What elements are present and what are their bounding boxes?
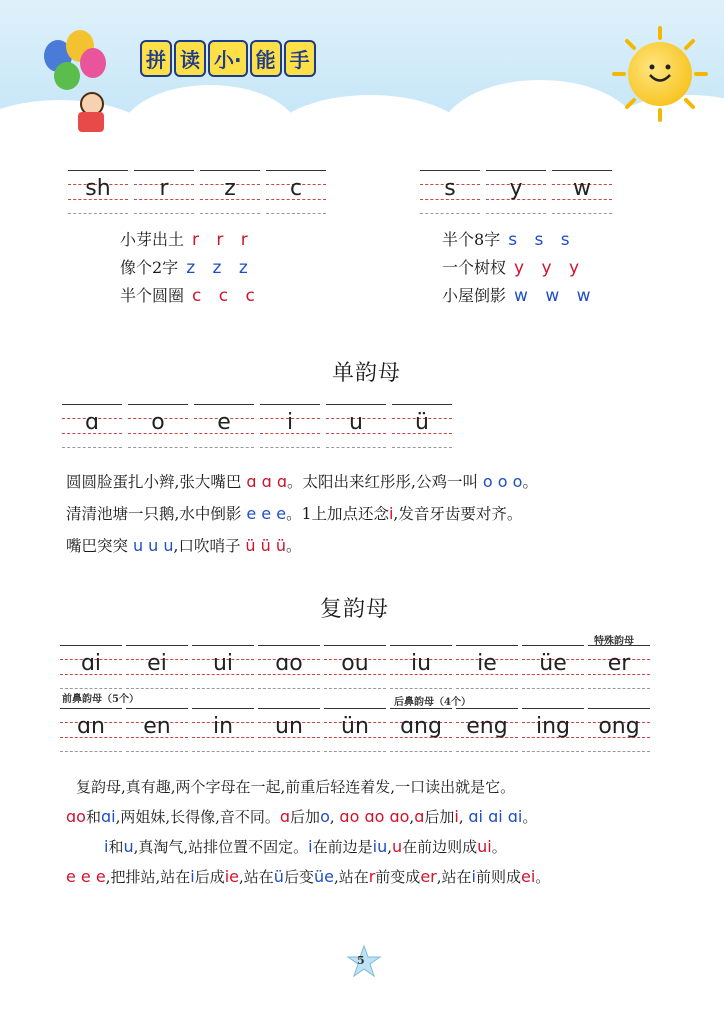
rhyme-line: 嘴巴突突 u u u,口吹哨子 ü ü ü。 (66, 536, 302, 555)
mnemonic-row: 小芽出土 r r r (120, 230, 254, 250)
rhyme-line: 圆圆脸蛋扎小辫,张大嘴巴 ɑ ɑ ɑ。太阳出来红彤彤,公鸡一叫 o o o。 (66, 472, 538, 491)
title-char: 拼 (140, 40, 172, 77)
page-number: 5 (357, 954, 365, 967)
section-title-simple-finals: 单韵母 (332, 361, 402, 386)
page-title (140, 40, 316, 77)
grid-cell: eng (456, 708, 518, 752)
special-finals-label: 特殊韵母 (594, 636, 634, 647)
grid-cell: w (552, 170, 612, 214)
grid-cell: ong (588, 708, 650, 752)
grid-cell: c (266, 170, 326, 214)
grid-cell: ie (456, 645, 518, 689)
mnemonic-row: 一个树杈 y y y (442, 258, 586, 278)
front-nasal-label: 前鼻韵母（5个） (62, 694, 139, 705)
grid-cell: ui (192, 645, 254, 689)
rhyme-line: 复韵母,真有趣,两个字母在一起,前重后轻连着发,一口读出就是它。 (76, 778, 516, 796)
grid-cell: ei (126, 645, 188, 689)
compound-finals-grid (60, 645, 650, 689)
title-char: 小· (208, 40, 248, 77)
nasal-finals-grid (60, 708, 650, 752)
rhyme-line: e e e,把排站,站在i后成ie,站在ü后变üe,站在r前变成er,站在i前则成ei。 (66, 867, 551, 886)
grid-cell: ɑ (62, 404, 122, 448)
grid-cell: z (200, 170, 260, 214)
title-char: 读 (174, 40, 206, 77)
grid-cell: sh (68, 170, 128, 214)
grid-cell: i (260, 404, 320, 448)
grid-cell: r (134, 170, 194, 214)
rhyme-line: i和u,真淘气,站排位置不固定。i在前边是iu,u在前边则成ui。 (104, 837, 507, 856)
grid-cell: un (258, 708, 320, 752)
mnemonic-row: 像个2字 z z z (120, 258, 254, 278)
sun-face (643, 58, 677, 88)
grid-cell: üe (522, 645, 584, 689)
title-char: 手 (284, 40, 316, 77)
grid-cell: en (126, 708, 188, 752)
initials-grid-left (68, 170, 326, 214)
title-char: 能 (250, 40, 282, 77)
grid-cell: in (192, 708, 254, 752)
grid-cell: er (588, 645, 650, 689)
grid-cell: s (420, 170, 480, 214)
grid-cell: ing (522, 708, 584, 752)
grid-cell: ɑo (258, 645, 320, 689)
simple-finals-rhyme (66, 466, 538, 562)
grid-cell: ün (324, 708, 386, 752)
grid-cell: ɑng (390, 708, 452, 752)
mnemonic-row: 半个圆圈 c c c (120, 286, 261, 306)
section-title-compound-finals: 复韵母 (320, 597, 390, 622)
rhyme-line: ɑo和ɑi,两姐妹,长得像,音不同。ɑ后加o, ɑo ɑo ɑo,ɑ后加i, ɑi ɑi ɑi。 (66, 807, 538, 826)
rhyme-line: 清清池塘一只鹅,水中倒影 e e e。1上加点还念i,发音牙齿要对齐。 (66, 504, 523, 523)
grid-cell: ɑi (60, 645, 122, 689)
simple-finals-grid (62, 404, 452, 448)
mnemonic-row: 半个8字 s s s (442, 230, 576, 250)
compound-finals-rhyme (66, 772, 550, 892)
mnemonic-list-left (120, 226, 261, 310)
grid-cell: o (128, 404, 188, 448)
grid-cell: y (486, 170, 546, 214)
mnemonic-row: 小屋倒影 w w w (442, 286, 597, 306)
initials-grid-right (420, 170, 612, 214)
back-nasal-label: 后鼻韵母（4个） (394, 697, 471, 708)
mnemonic-list-right (442, 226, 597, 310)
grid-cell: iu (390, 645, 452, 689)
grid-cell: ɑn (60, 708, 122, 752)
grid-cell: u (326, 404, 386, 448)
grid-cell: ü (392, 404, 452, 448)
grid-cell: e (194, 404, 254, 448)
grid-cell: ou (324, 645, 386, 689)
